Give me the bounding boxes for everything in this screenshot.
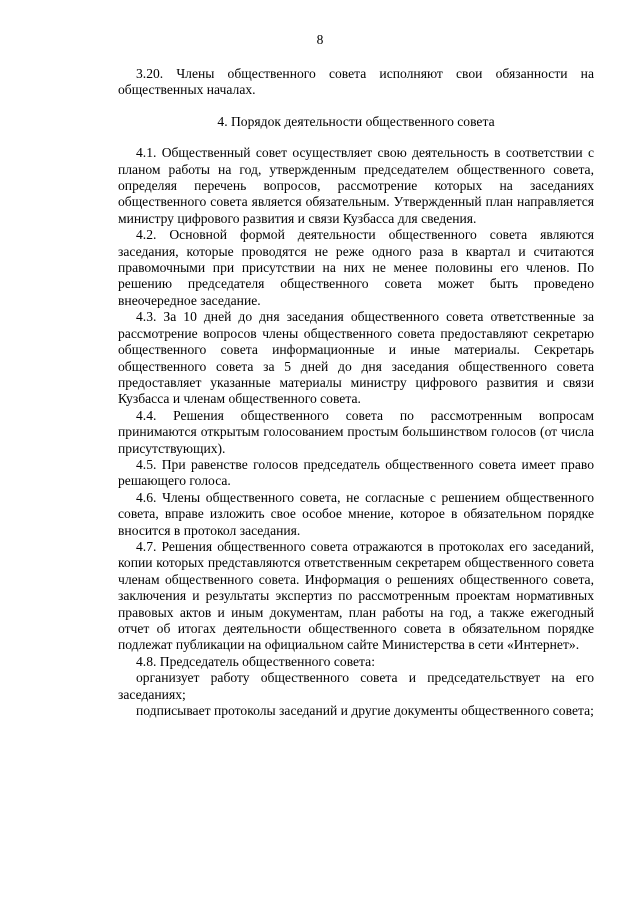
paragraph-3-20: 3.20. Члены общественного совета исполняют свои обязанности на общественных началах. [118,66,594,98]
paragraph-4-6: 4.6. Члены общественного совета, не согласные с решением общественного совета, вправе изложить свое особое мнение, которое в обязательном порядке вносится в протокол заседания. [118,489,594,538]
paragraph-4-4: 4.4. Решения общественного совета по рассмотренным вопросам принимаются открытым голосованием простым большинством голосов (от числа присутствующих). [118,407,594,456]
section-4-title: 4. Порядок деятельности общественного совета [217,113,495,129]
paragraph-4-3: 4.3. За 10 дней до дня заседания общественного совета ответственные за рассмотрение вопросов члены общественного совета предоставляют секретарю общественного совета информационные и иные материалы. Секретарь общественного совета за 5 дней до дня заседания общественного совета предоставляет указанные материалы министру цифрового развития и связи Кузбасса и членам общественного совета. [118,309,594,407]
paragraph-4-1: 4.1. Общественный совет осуществляет свою деятельность в соответствии с планом работы на год, утвержденным председателем общественного совета, определяя перечень вопросов, рассмотрение которых на заседаниях общественного совета является обязательным. Утвержденный план направляется министру цифрового развития и связи Кузбасса для сведения. [118,145,594,226]
paragraph-4-8-item-2: подписывает протоколы заседаний и другие документы общественного совета; [136,703,594,719]
paragraph-4-2: 4.2. Основной формой деятельности общественного совета являются заседания, которые проводятся не реже одного раза в квартал и считаются правомочными при присутствии на них не менее половины его членов. По решению председателя общественного совета может быть проведено внеочередное заседание. [118,227,594,308]
document-body [118,66,594,719]
paragraph-4-7: 4.7. Решения общественного совета отражаются в протоколах его заседаний, копии которых представляются ответственным секретарем общественного совета членам общественного совета. Информация о решениях общественного совета, заключения и результаты экспертиз по рассмотренным проектам нормативных правовых актов и иным документам, план работы на год, а также ежегодный отчет об итогах деятельности общественного совета в обязательном порядке подлежат публикации на официальном сайте Министерства в сети «Интернет». [118,538,594,653]
paragraph-4-8-item-1: организует работу общественного совета и председательствует на его заседаниях; [118,670,594,702]
paragraph-4-8: 4.8. Председатель общественного совета: [136,653,375,669]
page-number: 8 [316,32,324,47]
paragraph-4-5: 4.5. При равенстве голосов председатель общественного совета имеет право решающего голоса. [118,456,594,489]
